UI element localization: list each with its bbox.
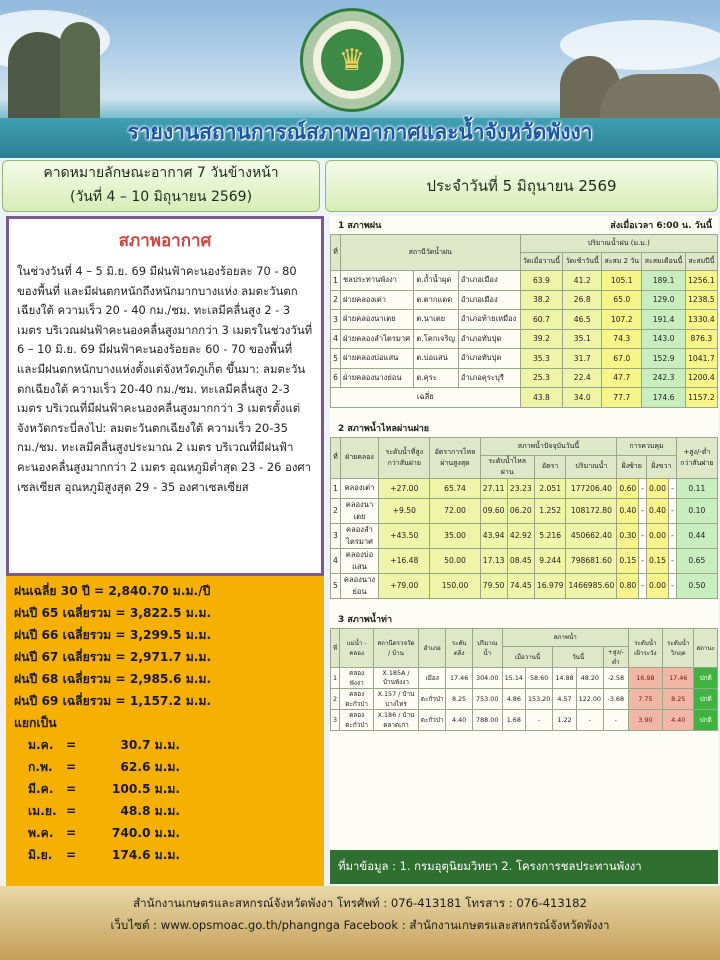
table-cell: 08.45: [507, 548, 534, 573]
table-cell: 42.92: [507, 523, 534, 548]
table-cell: 107.2: [602, 310, 642, 330]
table-cell: 46.5: [563, 310, 602, 330]
table-cell: +27.00: [379, 478, 430, 498]
table-row: [331, 523, 718, 548]
weir-flow-table: [330, 437, 718, 599]
table-cell: -: [604, 709, 629, 730]
table-row: [331, 573, 718, 598]
col-header: ปริมาณน้ำ: [472, 628, 502, 667]
month-row: [14, 756, 316, 778]
average-cell: 34.0: [563, 388, 602, 408]
data-tables: [330, 216, 718, 884]
table-cell: +16.48: [379, 548, 430, 573]
table-cell: 0.40: [617, 498, 639, 523]
table-cell: 35.3: [520, 349, 563, 369]
col-header: สถานีวัดน้ำฝน: [341, 235, 520, 271]
table-row: [331, 368, 718, 388]
col-header: สภาพน้ำปัจจุบันวันนี้: [480, 437, 617, 455]
table-cell: 876.3: [685, 329, 717, 349]
table-cell: -: [639, 573, 647, 598]
table-cell: อำเภอท้ายเหมือง: [458, 310, 520, 330]
table-cell: 0.00: [647, 573, 669, 598]
report-date: ประจำวันที่ 5 มิถุนายน 2569: [325, 160, 718, 212]
table-cell: คลองนาเตย: [340, 498, 378, 523]
rain-line: แยกเป็น: [14, 716, 57, 730]
table-cell: 2: [331, 688, 340, 709]
table-cell: 1: [331, 478, 341, 498]
table-cell: 31.7: [563, 349, 602, 369]
forecast-header: [2, 160, 320, 212]
col-header: สถานีตรวจวัด / บ้าน: [374, 628, 419, 667]
col-header: สะสม 2 วัน: [602, 253, 642, 271]
col-subheader: ปริมาณน้ำ: [566, 455, 617, 478]
table-cell: X.157 / บ้านบางไทร: [374, 688, 419, 709]
table-cell: 3: [331, 709, 340, 730]
col-header: สภาพน้ำ: [502, 628, 628, 646]
table-cell: คลองตะกั่วป่า: [340, 688, 374, 709]
footer: [0, 886, 720, 960]
table-cell: 153.20: [525, 688, 552, 709]
table-cell: 1.22: [553, 709, 576, 730]
table-row: [331, 478, 718, 498]
month-name: พ.ค.: [28, 826, 54, 840]
table-cell: -: [525, 709, 552, 730]
table-cell: คลองเต่า: [340, 478, 378, 498]
rainfall-table: [330, 234, 718, 408]
table-cell: 2: [331, 498, 341, 523]
table-cell: 143.0: [642, 329, 685, 349]
table-cell: 4: [331, 329, 341, 349]
table-cell: 2: [331, 290, 341, 310]
col-subheader: +สูง/-ต่ำ: [604, 646, 629, 667]
col-header: สะสมเดือนนี้: [642, 253, 685, 271]
table-cell: 16.98: [628, 667, 662, 688]
table-cell: 0.65: [676, 548, 717, 573]
table-cell: 35.1: [563, 329, 602, 349]
table-cell: 189.1: [642, 271, 685, 291]
table-cell: -: [576, 709, 603, 730]
table-cell: 242.3: [642, 368, 685, 388]
table-cell: 129.0: [642, 290, 685, 310]
table-row: [331, 271, 718, 291]
table-cell: 74.45: [507, 573, 534, 598]
page-title: รายงานสถานการณ์สภาพอากาศและน้ำจังหวัดพังงา: [127, 120, 593, 144]
month-value: 62.6 ม.ม.: [120, 760, 180, 774]
table-cell: 191.4: [642, 310, 685, 330]
month-name: มี.ค.: [28, 782, 54, 796]
table-row: [331, 688, 718, 709]
table-cell: คลองนางย่อน: [340, 573, 378, 598]
col-header: สถานะ: [694, 628, 718, 667]
table-cell: 8.25: [663, 688, 694, 709]
table-cell: X.186 / บ้านตลาดเก่า: [374, 709, 419, 730]
table-cell: 0.60: [617, 478, 639, 498]
table-cell: ฝายคลองบ่อแสน: [341, 349, 414, 369]
table-cell: 74.3: [602, 329, 642, 349]
col-subheader: ฝั่งขวา: [647, 455, 677, 478]
table-row: [331, 548, 718, 573]
table-cell: -: [639, 523, 647, 548]
table-row: [331, 498, 718, 523]
month-value: 30.7 ม.ม.: [120, 738, 180, 752]
table-cell: 25.3: [520, 368, 563, 388]
table-cell: 3: [331, 310, 341, 330]
table-cell: ต.ตากแดด: [414, 290, 458, 310]
runoff-table: [330, 628, 718, 731]
table-cell: +9.50: [379, 498, 430, 523]
table-cell: 450662.40: [566, 523, 617, 548]
col-subheader: ฝั่งซ้าย: [617, 455, 647, 478]
col-header: อัตราการไหลผ่านสูงสุด: [430, 437, 480, 478]
col-header: อำเภอ: [418, 628, 446, 667]
table-cell: 43.94: [480, 523, 507, 548]
table-cell: ต.ถ้ำน้ำผุด: [414, 271, 458, 291]
col-header: ที่: [331, 437, 341, 478]
equals-sign: =: [66, 804, 77, 818]
table1-sent-time: ส่งเมื่อเวลา 6:00 น. วันนี้: [610, 221, 712, 231]
table-cell: 5: [331, 349, 341, 369]
data-source: ที่มาข้อมูล : 1. กรมอุตุนิยมวิทยา 2. โครงการชลประทานพังงา: [330, 850, 718, 884]
table-cell: 122.00: [576, 688, 603, 709]
table-cell: 14.88: [553, 667, 576, 688]
table-cell: 0.50: [676, 573, 717, 598]
col-header: การควบคุม: [617, 437, 676, 455]
table-cell: 35.00: [430, 523, 480, 548]
table-cell: -: [639, 478, 647, 498]
col-subheader: วันนี้: [553, 646, 604, 667]
banner: [0, 0, 720, 158]
average-row: [331, 388, 718, 408]
month-name: ก.พ.: [28, 760, 53, 774]
table-cell: -: [668, 498, 676, 523]
table-cell: 2.051: [534, 478, 566, 498]
month-row: [14, 800, 316, 822]
col-header: วัดเช้าวันนี้: [563, 253, 602, 271]
table-cell: -3.68: [604, 688, 629, 709]
table-cell: 39.2: [520, 329, 563, 349]
table-cell: 0.40: [647, 498, 669, 523]
table-cell: -: [668, 573, 676, 598]
table-cell: 0.15: [617, 548, 639, 573]
table-cell: 06.20: [507, 498, 534, 523]
table-cell: คลองตะกั่วป่า: [340, 709, 374, 730]
table-cell: -: [668, 478, 676, 498]
table-cell: 3.90: [628, 709, 662, 730]
table-cell: 0.44: [676, 523, 717, 548]
table-cell: คลองลำไตรมาศ: [340, 523, 378, 548]
table-cell: 47.7: [602, 368, 642, 388]
table-cell: คลองพังงา: [340, 667, 374, 688]
col-header: ปริมาณน้ำฝน (ม.ม.): [520, 235, 718, 253]
table-cell: อำเภอคุระบุรี: [458, 368, 520, 388]
table-cell: อำเภอทับปุด: [458, 329, 520, 349]
table-cell: 753.00: [472, 688, 502, 709]
col-header: สะสมปีนี้: [685, 253, 717, 271]
average-cell: 1157.2: [685, 388, 717, 408]
table-cell: 4: [331, 548, 341, 573]
table-cell: 1238.5: [685, 290, 717, 310]
table-cell: 150.00: [430, 573, 480, 598]
table-cell: ปกติ: [694, 709, 718, 730]
table-row: [331, 310, 718, 330]
table-cell: -: [639, 548, 647, 573]
table-cell: 0.00: [647, 523, 669, 548]
table-cell: 0.80: [617, 573, 639, 598]
table-cell: 1041.7: [685, 349, 717, 369]
table-cell: 9.244: [534, 548, 566, 573]
table-cell: 105.1: [602, 271, 642, 291]
month-name: มิ.ย.: [28, 848, 53, 862]
table-cell: 17.46: [663, 667, 694, 688]
table-cell: 0.11: [676, 478, 717, 498]
table-cell: ตะกั่วป่า: [418, 688, 446, 709]
table-cell: 152.9: [642, 349, 685, 369]
rain-line: ฝนปี 66 เฉลี่ยรวม = 3,299.5 ม.ม.: [14, 628, 212, 642]
table-cell: ตะกั่วป่า: [418, 709, 446, 730]
month-value: 100.5 ม.ม.: [111, 782, 180, 796]
ministry-logo: [300, 8, 404, 112]
rain-line: ฝนปี 69 เฉลี่ยรวม = 1,157.2 ม.ม.: [14, 694, 212, 708]
equals-sign: =: [66, 782, 77, 796]
table-cell: 23.23: [507, 478, 534, 498]
table-cell: 41.2: [563, 271, 602, 291]
table-cell: 16.979: [534, 573, 566, 598]
footer-website: เว็บไซต์ : www.opsmoac.go.th/phangnga Facebook : สำนักงานเกษตรและสหกรณ์จังหวัดพังงา: [110, 918, 610, 932]
table-cell: ฝายคลองเต่า: [341, 290, 414, 310]
table-cell: คลองบ่อแสน: [340, 548, 378, 573]
table-cell: 65.74: [430, 478, 480, 498]
col-header: ระดับตลิ่ง: [446, 628, 472, 667]
col-header: +สูง/-ต่ำกว่าสันฝาย: [676, 437, 717, 478]
table-cell: 798681.60: [566, 548, 617, 573]
table-cell: 1: [331, 271, 341, 291]
month-row: [14, 844, 316, 866]
table-cell: 0.10: [676, 498, 717, 523]
footer-contact: สำนักงานเกษตรและสหกรณ์จังหวัดพังงา โทรศัพท์ : 076-413181 โทรสาร : 076-413182: [133, 896, 587, 910]
table-cell: -: [639, 498, 647, 523]
table-cell: 26.8: [563, 290, 602, 310]
table-cell: 1.252: [534, 498, 566, 523]
rain-line: ฝนปี 68 เฉลี่ยรวม = 2,985.6 ม.ม.: [14, 672, 212, 686]
rain-summary: [6, 576, 324, 886]
table-cell: 3: [331, 523, 341, 548]
table-cell: ปกติ: [694, 667, 718, 688]
col-header: ที่: [331, 235, 341, 271]
table-cell: -: [668, 523, 676, 548]
table-cell: 60.7: [520, 310, 563, 330]
table-cell: ฝ่ายคลองลำไตรมาศ: [341, 329, 414, 349]
table-cell: 1.68: [502, 709, 525, 730]
table-cell: ฝ่ายคลองนางย่อน: [341, 368, 414, 388]
table-cell: +43.50: [379, 523, 430, 548]
table-cell: 22.4: [563, 368, 602, 388]
equals-sign: =: [66, 848, 77, 862]
weather-text: ในช่วงวันที่ 4 – 5 มิ.ย. 69 มีฝนฟ้าคะนองร้อยละ 70 - 80 ของพื้นที่ และมีฝนตกหนักถึงหนักมากบางแห่ง ลมตะวันตกเฉียงใต้ ความเร็ว 20 - 40 กม./ชม. ทะเลมีคลื่นสูง 2 - 3 เมตร บริเวณฝนฟ้าคะนองคลื่นสูงมากกว่า 3 เมตรในช่วงวันที่ 6 – 10 มิ.ย. 69 มีฝนฟ้าคะนองร้อยละ 60 - 70 ของพื้นที่ และมีฝนตกหนักบางแห่งตั้งแต่จังหวัดภูเก็ต ขึ้นมา: ลมตะวันตกเฉียงใต้ ความเร็ว 20-40 กม./ชม. ทะเลมีคลื่นสูง 2-3 เมตร บริเวณที่มีฝนฟ้าคะนองคลื่นสูงมากกว่า 3 เมตรตั้งแต่จังหวัดกระบี่ลงไป: ลมตะวันตกเฉียงใต้ ความเร็ว 20-35 กม./ชม. ทะเลมีคลื่นสูงประมาณ 2 เมตร บริเวณที่มีฝนฟ้าคะนองคลื่นสูงมากกว่า 2 เมตร อุณหภูมิต่ำสุด 23 - 26 องศาเซลเซียส อุณหภูมิสูงสุด 29 - 35 องศาเซลเซียส: [17, 264, 313, 494]
table-cell: 0.15: [647, 548, 669, 573]
table-cell: 0.00: [647, 478, 669, 498]
table-cell: ต.โคกเจริญ: [414, 329, 458, 349]
table-cell: เมือง: [418, 667, 446, 688]
table-cell: 1330.4: [685, 310, 717, 330]
month-row: [14, 734, 316, 756]
table1-caption: [330, 216, 718, 234]
table-cell: 1200.4: [685, 368, 717, 388]
col-header: ระดับน้ำวิกฤต: [663, 628, 694, 667]
month-value: 740.0 ม.ม.: [111, 826, 180, 840]
table-cell: 38.2: [520, 290, 563, 310]
month-row: [14, 778, 316, 800]
rain-line: ฝนเฉลี่ย 30 ปี = 2,840.70 ม.ม./ปี: [14, 584, 211, 598]
month-name: ม.ค.: [28, 738, 54, 752]
table-cell: ต.คุระ: [414, 368, 458, 388]
table-cell: 4.57: [553, 688, 576, 709]
table-cell: 48.20: [576, 667, 603, 688]
average-cell: 77.7: [602, 388, 642, 408]
col-subheader: อัตรา: [534, 455, 566, 478]
col-header: แม่น้ำ - คลอง: [340, 628, 374, 667]
table-cell: ต.บ่อแสน: [414, 349, 458, 369]
table-cell: 1: [331, 667, 340, 688]
table-cell: 79.50: [480, 573, 507, 598]
table-cell: 67.0: [602, 349, 642, 369]
table-cell: 7.75: [628, 688, 662, 709]
table-cell: 58.60: [525, 667, 552, 688]
table-row: [331, 709, 718, 730]
month-row: [14, 822, 316, 844]
weather-heading: สภาพอากาศ: [118, 231, 212, 251]
table-row: [331, 667, 718, 688]
month-value: 174.6 ม.ม.: [111, 848, 180, 862]
table-cell: 108172.80: [566, 498, 617, 523]
average-label: เฉลี่ย: [331, 388, 521, 408]
table-cell: 0.30: [617, 523, 639, 548]
month-value: 48.8 ม.ม.: [120, 804, 180, 818]
table-cell: 15.14: [502, 667, 525, 688]
table-cell: 8.25: [446, 688, 472, 709]
table-cell: 17.13: [480, 548, 507, 573]
table-row: [331, 349, 718, 369]
col-header: ระดับน้ำเฝ้าระวัง: [628, 628, 662, 667]
table-row: [331, 329, 718, 349]
table-cell: อำเภอทับปุด: [458, 349, 520, 369]
table-cell: 72.00: [430, 498, 480, 523]
table-cell: ชลประทานพังงา: [341, 271, 414, 291]
table-cell: 17.46: [446, 667, 472, 688]
table-cell: 1256.1: [685, 271, 717, 291]
table-cell: X.185A / บ้านพังงา: [374, 667, 419, 688]
col-header: ฝ่ายคลอง: [340, 437, 378, 478]
table-cell: ต.นาเตย: [414, 310, 458, 330]
table-cell: อำเภอเมือง: [458, 290, 520, 310]
forecast-header-line1: คาดหมายลักษณะอากาศ 7 วันข้างหน้า: [43, 165, 279, 181]
deity-emblem-icon: ♛: [321, 29, 383, 91]
equals-sign: =: [66, 738, 77, 752]
table-cell: 50.00: [430, 548, 480, 573]
equals-sign: =: [66, 760, 77, 774]
table-cell: 788.00: [472, 709, 502, 730]
col-header: วัดเมื่อวานนี้: [520, 253, 563, 271]
table-cell: 4.86: [502, 688, 525, 709]
table3-caption: [330, 599, 718, 628]
table-cell: 1466985.60: [566, 573, 617, 598]
table-cell: 09.60: [480, 498, 507, 523]
average-cell: 174.6: [642, 388, 685, 408]
table-cell: 177206.40: [566, 478, 617, 498]
table-cell: อำเภอเมือง: [458, 271, 520, 291]
table3-label: 3 สภาพน้ำท่า: [338, 614, 392, 625]
table-cell: 5.216: [534, 523, 566, 548]
col-subheader: ระดับน้ำไหลผ่าน: [480, 455, 534, 478]
rain-line: ฝนปี 67 เฉลี่ยรวม = 2,971.7 ม.ม.: [14, 650, 212, 664]
weather-panel: [6, 216, 324, 576]
table-cell: 63.9: [520, 271, 563, 291]
col-header: ระดับน้ำที่สูงกว่าสันฝาย: [379, 437, 430, 478]
table2-caption: [330, 408, 718, 437]
table-cell: 5: [331, 573, 341, 598]
table-cell: 4.40: [663, 709, 694, 730]
average-cell: 43.8: [520, 388, 563, 408]
rain-line: ฝนปี 65 เฉลี่ยรวม = 3,822.5 ม.ม.: [14, 606, 212, 620]
table-cell: 4.40: [446, 709, 472, 730]
month-name: เม.ย.: [28, 804, 57, 818]
table-cell: -: [668, 548, 676, 573]
table1-label: 1 สภาพฝน: [338, 221, 382, 231]
table-cell: -2.58: [604, 667, 629, 688]
col-subheader: เมื่อวานนี้: [502, 646, 553, 667]
col-header: ที่: [331, 628, 340, 667]
table-cell: 6: [331, 368, 341, 388]
table-cell: +79.00: [379, 573, 430, 598]
table2-label: 2 สภาพน้ำไหลผ่านฝาย: [338, 423, 430, 434]
table-cell: 65.0: [602, 290, 642, 310]
forecast-header-line2: (วันที่ 4 – 10 มิถุนายน 2569): [69, 189, 253, 205]
table-cell: ปกติ: [694, 688, 718, 709]
table-cell: 27.11: [480, 478, 507, 498]
equals-sign: =: [66, 826, 77, 840]
table-cell: 304.00: [472, 667, 502, 688]
table-row: [331, 290, 718, 310]
table-cell: ฝ่ายคลองนาเตย: [341, 310, 414, 330]
